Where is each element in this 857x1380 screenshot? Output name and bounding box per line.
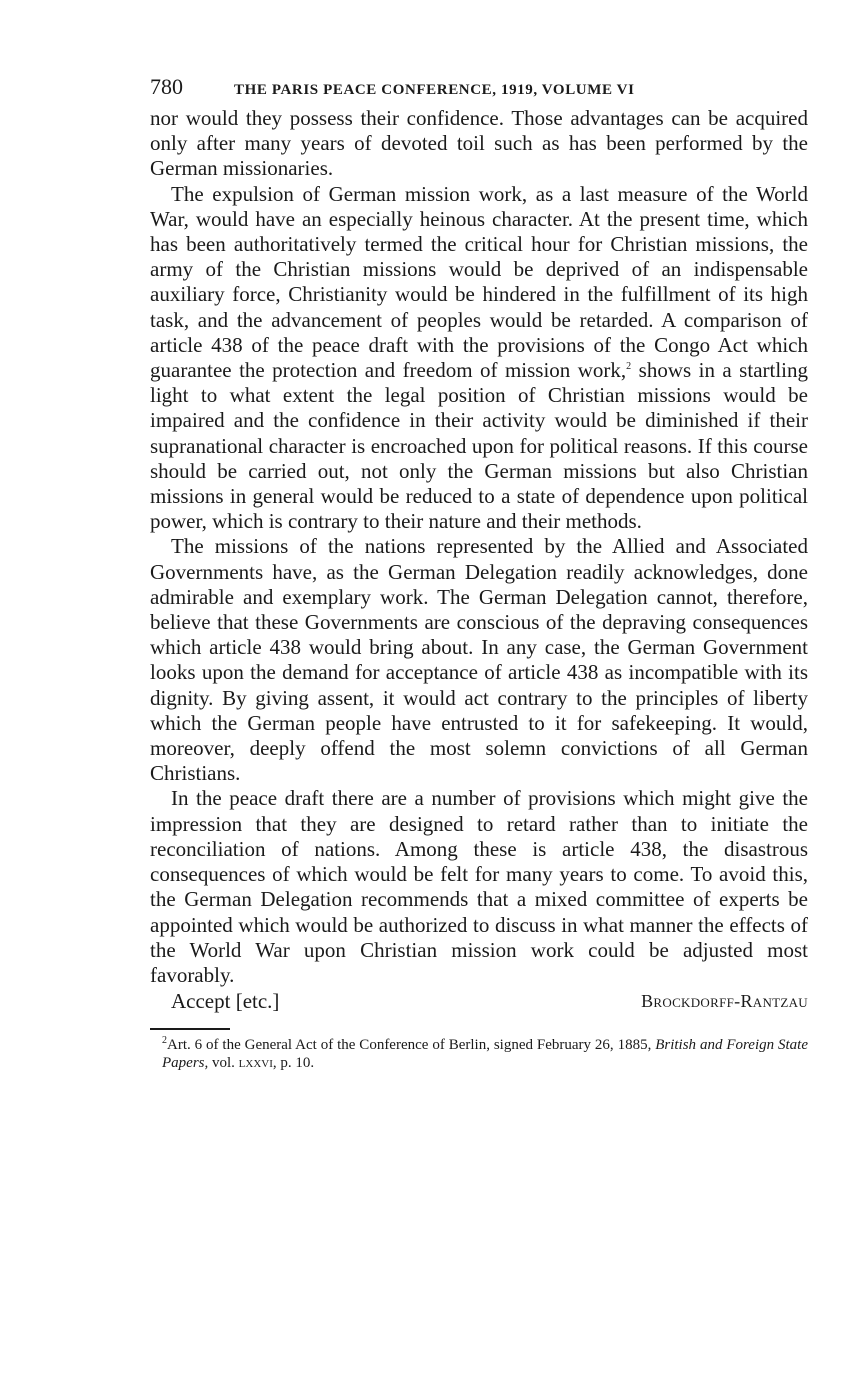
footnote-marker: 2	[162, 1035, 167, 1047]
paragraph-2-part-2: shows in a startling light to what extent the legal position of Christian missions would be impaired and the confidence in their activity would be diminished if their supranational character is encroached upon for political reasons. If this course should be carried out, not only the German missions but also Christian missions in general would be reduced to a state of dependence upon political power, which is contrary to their nature and their methods.	[150, 358, 809, 534]
footnote-volume: lxxvi	[238, 1055, 273, 1072]
running-header	[150, 74, 808, 106]
paragraph-4: In the peace draft there are a number of provisions which might give the impression that they are designed to retard rather than to initiate the reconciliation of nations. Among these is article 438, the disastrous consequences of which would be felt for many years to come. To avoid this, the German Delegation recommends that a mixed committee of experts be appointed which would be authorized to discuss in what manner the effects of the World War upon Christian mission work could be adjusted most favorably.	[150, 786, 808, 987]
page-number: 780	[150, 74, 183, 99]
document-page	[150, 74, 808, 1072]
footnote-text: Art. 6 of the General Act of the Conference of Berlin, signed February 26, 1885,	[167, 1037, 652, 1054]
paragraph-2	[150, 182, 808, 535]
footnote-source-title: British and Foreign State Papers,	[162, 1037, 808, 1072]
footnote-divider	[150, 1028, 230, 1030]
footnote-page-ref: , p. 10.	[272, 1055, 315, 1072]
footnote	[150, 1036, 808, 1072]
running-title: THE PARIS PEACE CONFERENCE, 1919, VOLUME VI	[234, 82, 635, 98]
paragraph-2-part-1: The expulsion of German mission work, as a last measure of the World War, would have an especially heinous character. At the present time, which has been authoritatively termed the critical hour for Christian missions, the army of the Christian missions would be deprived of an indispensable auxiliary force, Christianity would be hindered in the fulfillment of its high task, and the advancement of peoples would be retarded. A comparison of article 438 of the peace draft with the provisions of the Congo Act which guarantee the protection and freedom of mission work,	[150, 181, 808, 383]
footnote-reference: 2	[626, 361, 632, 373]
footnote-vol-prefix: vol.	[212, 1055, 235, 1072]
signature: Brockdorff-Rantzau	[641, 991, 808, 1012]
closing-salutation: Accept [etc.]	[171, 989, 280, 1014]
paragraph-1: nor would they possess their confidence. Those advantages can be acquired only after many years of devoted toil such as has been performed by the German missionaries.	[150, 106, 808, 181]
closing-line	[150, 989, 808, 1014]
body-text	[150, 106, 808, 988]
paragraph-3: The missions of the nations represented by the Allied and Associated Governments have, as the German Delegation readily acknowledges, done admirable and exemplary work. The German Delegation cannot, therefore, believe that these Governments are conscious of the depraving consequences which article 438 would bring about. In any case, the German Government looks upon the demand for acceptance of article 438 as incompatible with its dignity. By giving assent, it would act contrary to the principles of liberty which the German people have entrusted to it for safekeeping. It would, moreover, deeply offend the most solemn convictions of all German Christians.	[150, 534, 808, 786]
